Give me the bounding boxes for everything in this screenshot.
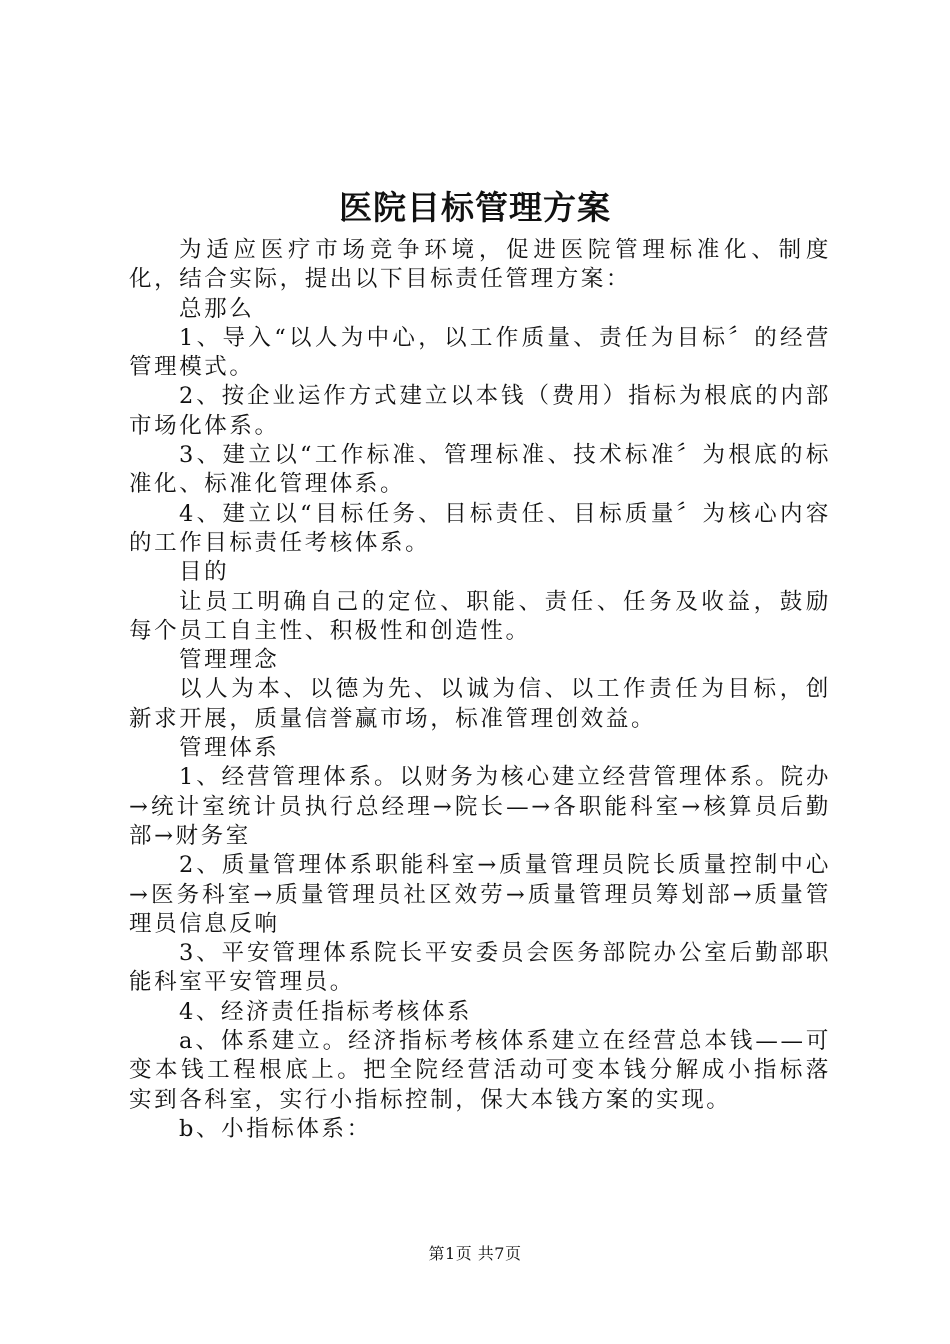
paragraph-system-3: 3、平安管理体系院长平安委员会医务部院办公室后勤部职能科室平安管理员。	[129, 940, 831, 996]
paragraph-principle-3: 3、建立以“工作标准、管理标准、技术标准〞为根底的标准化、标准化管理体系。	[129, 442, 831, 498]
paragraph-principle-2: 2、按企业运作方式建立以本钱（费用）指标为根底的内部市场化体系。	[129, 383, 831, 439]
paragraph-principle-1: 1、导入“以人为中心，以工作质量、责任为目标〞的经营管理模式。	[129, 324, 831, 381]
paragraph-system-1: 1、经营管理体系。以财务为核心建立经营管理体系。院办→统计室统计员执行总经理→院长—→各职能科室→核算员后勤部→财务室	[129, 764, 831, 849]
paragraph-purpose: 让员工明确自己的定位、职能、责任、任务及收益，鼓励每个员工自主性、积极性和创造性。	[129, 588, 831, 644]
document-body	[129, 236, 831, 1144]
heading-general-principles: 总那么	[179, 295, 255, 322]
page-number-footer: 第1页 共7页	[428, 1244, 522, 1263]
heading-management-system: 管理体系	[179, 735, 280, 762]
paragraph-principle-4: 4、建立以“目标任务、目标责任、目标质量〞为核心内容的工作目标责任考核体系。	[129, 500, 831, 556]
paragraph-intro: 为适应医疗市场竞争环境，促进医院管理标准化、制度化，结合实际，提出以下目标责任管理方案：	[129, 237, 831, 293]
paragraph-system-4: 4、经济责任指标考核体系	[179, 998, 473, 1025]
paragraph-system-2: 2、质量管理体系职能科室→质量管理员院长质量控制中心→医务科室→质量管理员社区效劳→质量管理员筹划部→质量管理员信息反响	[129, 852, 831, 937]
document-title: 医院目标管理方案	[339, 188, 611, 227]
paragraph-system-4b: b、小指标体系：	[179, 1115, 372, 1142]
paragraph-system-4a: a、体系建立。经济指标考核体系建立在经营总本钱——可变本钱工程根底上。把全院经营活动可变本钱分解成小指标落实到各科室，实行小指标控制，保大本钱方案的实现。	[129, 1028, 831, 1113]
heading-purpose: 目的	[179, 559, 230, 586]
heading-management-concept: 管理理念	[179, 647, 280, 674]
paragraph-management-concept: 以人为本、以德为先、以诚为信、以工作责任为目标，创新求开展，质量信誉赢市场，标准管理创效益。	[129, 676, 831, 732]
